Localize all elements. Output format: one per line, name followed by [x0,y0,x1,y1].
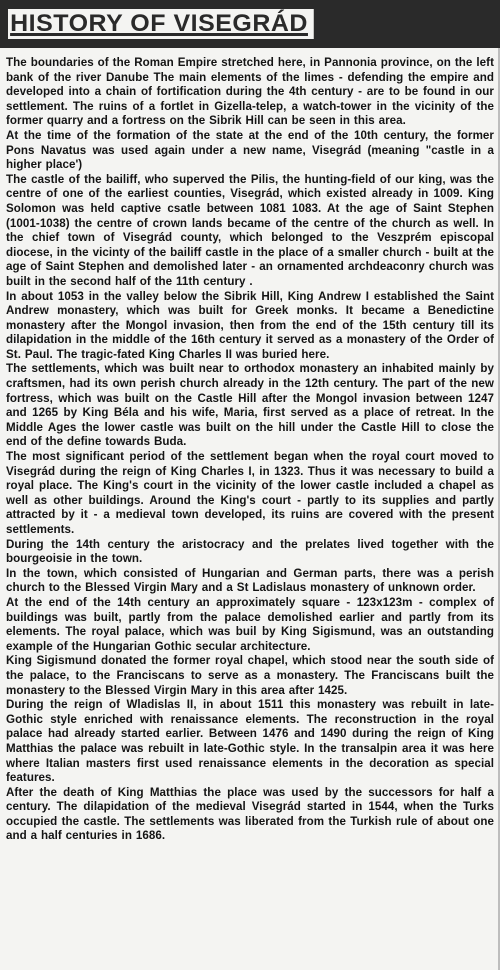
paragraph-franciscans: King Sigismund donated the former royal chapel, which stood near the south side of the palace, to the Franciscans to serve as a monastery. The Franciscans built the monastery to the Blessed Virgin Mary in this area after 1425. [6,654,494,697]
paragraph-town-parts: In the town, which consisted of Hungarian and German parts, there was a perish church to the Blessed Virgin Mary and a St Ladislaus monastery of unknown order. [6,566,494,595]
paragraph-aristocracy: During the 14th century the aristocracy and the prelates lived together with the bourgeoisie in the town. [6,537,494,566]
paragraph-state-formation: At the time of the formation of the state at the end of the 10th century, the former Pons Navatus was used again under a new name, Visegrád (meaning "castle in a higher place') [6,128,494,172]
paragraph-royal-palace: At the end of the 14th century an approximately square - 123x123m - complex of buildings was built, partly from the palace demolished earlier and partly from its elements. The royal palace, which was buil by King Sigismund, was an outstanding example of the Hungarian Gothic secular architecture. [6,595,494,653]
paragraph-roman-limes: The boundaries of the Roman Empire stretched here, in Pannonia province, on the left bank of the river Danube The main elements of the limes - defending the empire and developed into a chain of fortification during the 4th century - are to be found in our settlement. The ruins of a fortlet in Gizella-telep, a watch-tower in the vicinity of the former quarry and a fortress on the Sibrik Hill can be seen in this area. [6,56,494,128]
page-title: HISTORY OF VISEGRÁD [8,9,314,39]
paragraph-royal-court: The most significant period of the settlement began when the royal court moved to Visegrád during the reign of King Charles I, in 1323. Thus it was necessary to build a royal place. The King's court in the vicinity of the lower castle included a chapel as well as other buildings. Around the King's court - partly to its supplies and partly attracted by it - a medieval town developed, its ruins are covered with the present settlements. [6,450,494,536]
paragraph-saint-andrew-monastery: In about 1053 in the valley below the Sibrik Hill, King Andrew I established the Saint Andrew monastery, which was built for Greek monks. It became a Benedictine monastery after the Mongol invasion, then from the end of the 15th century till its dilapidation in the middle of the 16th century it served as a monastery of the Order of St. Paul. The tragic-fated King Charles II was buried here. [6,289,494,361]
title-band [0,0,500,48]
paragraph-settlements-fortress: The settlements, which was built near to orthodox monastery an inhabited mainly by craftsmen, had its own perish church already in the 12th century. The part of the new fortress, which was built on the Castle Hill after the Mongol invasion between 1247 and 1265 by King Béla and his wife, Maria, first served as a place of retreat. In the Middle Ages the lower castle was built on the hill under the Castle Hill to close the end of the define towards Buda. [6,362,494,449]
paragraph-bailiff-castle: The castle of the bailiff, who superved the Pilis, the hunting-field of our king, was the centre of one of the earliest counties, Visegrád, which existed already in 1009. King Solomon was held captive csatle between 1081 1083. At the age of Saint Stephen (1001-1038) the centre of crown lands became of the centre of the church as well. In the chief town of Visegrád county, which belonged to the Veszprém episcopal diocese, in the vicinty of the bailiff castle in the place of a smaller church - built at the age of Saint Stephen and demolished later - an ornamented archdeaconry church was built in the second half of the 11th century . [6,172,494,288]
paragraph-wladislas-matthias: During the reign of Wladislas II, in about 1511 this monastery was rebuilt in late-Gothic style enriched with renaissance elements. The reconstruction in the royal palace had already started earlier. Between 1476 and 1490 during the reign of King Matthias the palace was rebuilt in late-Gothic style. In the transalpin area it was here where Italian masters first used renaissance elements in the decoration as special features. [6,698,494,785]
history-text [6,56,494,844]
paragraph-turkish-rule: After the death of King Matthias the place was used by the successors for half a century. The dilapidation of the medieval Visegrád started in 1544, when the Turks occupied the castle. The settlements was liberated from the Turkish rule of about one and a half centuries in 1686. [6,785,494,843]
